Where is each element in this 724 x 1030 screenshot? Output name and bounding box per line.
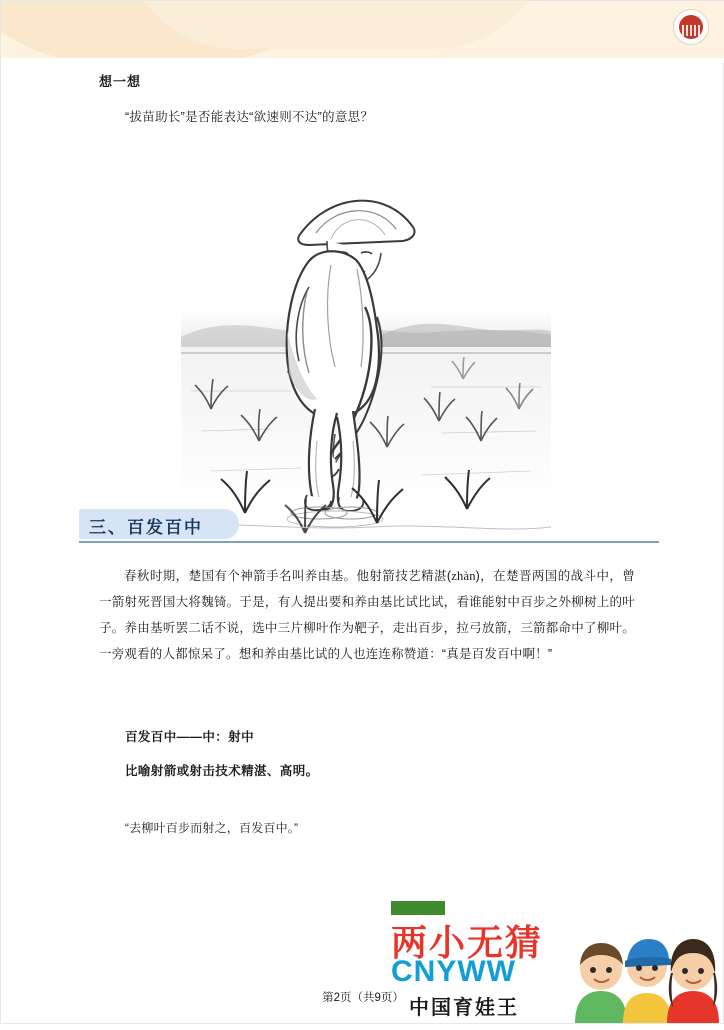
lantern-logo-inner (679, 15, 703, 39)
decorative-top-band (1, 1, 724, 63)
section-header-rule (79, 541, 659, 543)
section-header (79, 509, 659, 543)
watermark-green-bar (391, 901, 445, 915)
quote-text: “去柳叶百步而射之，百发百中。” (125, 821, 299, 835)
story-part-2: )，在楚晋两国的战斗中，曾一箭射死晋国大将魏锜。于是，有人提出要和养由基比试比试，看谁能射中百步之外柳树上的叶子。养由基听罢二话不说，选中三片柳叶作为靶子，走出百步，拉弓放箭，三箭都命中了柳叶。一旁观看的人都惊呆了。想和养由基比试的人也连连称赞道：“真是百发百中啊！” (99, 569, 635, 661)
watermark-chinese-name: 中国育娃王 (409, 997, 519, 1019)
watermark-subtitle: CNYWW (391, 955, 516, 988)
ink-painting-illustration (181, 141, 551, 551)
cartoon-kids-icon (567, 915, 724, 1025)
story-paragraph (99, 563, 635, 667)
watermark-block (377, 901, 724, 1025)
definition-line-2: 比喻射箭或射击技术精湛、高明。 (125, 764, 319, 778)
lantern-logo-icon (673, 9, 709, 45)
page-footer (1, 989, 724, 1005)
pinyin-annotation: zhàn (451, 569, 476, 583)
watermark-title: 两小无猜 (391, 922, 544, 963)
think-heading: 想一想 (99, 74, 142, 89)
page-number-text: 第2页（共9页） (322, 992, 404, 1004)
question-text: “拔苗助长”是否能表达“欲速则不达”的意思？ (125, 110, 374, 124)
story-part-1: 春秋时期，楚国有个神箭手名叫养由基。他射箭技艺精湛( (124, 569, 452, 583)
section-title: 三、百发百中 (89, 518, 203, 537)
definition-line-1: 百发百中——中：射中 (125, 730, 255, 744)
band-bottom-edge (1, 58, 724, 63)
